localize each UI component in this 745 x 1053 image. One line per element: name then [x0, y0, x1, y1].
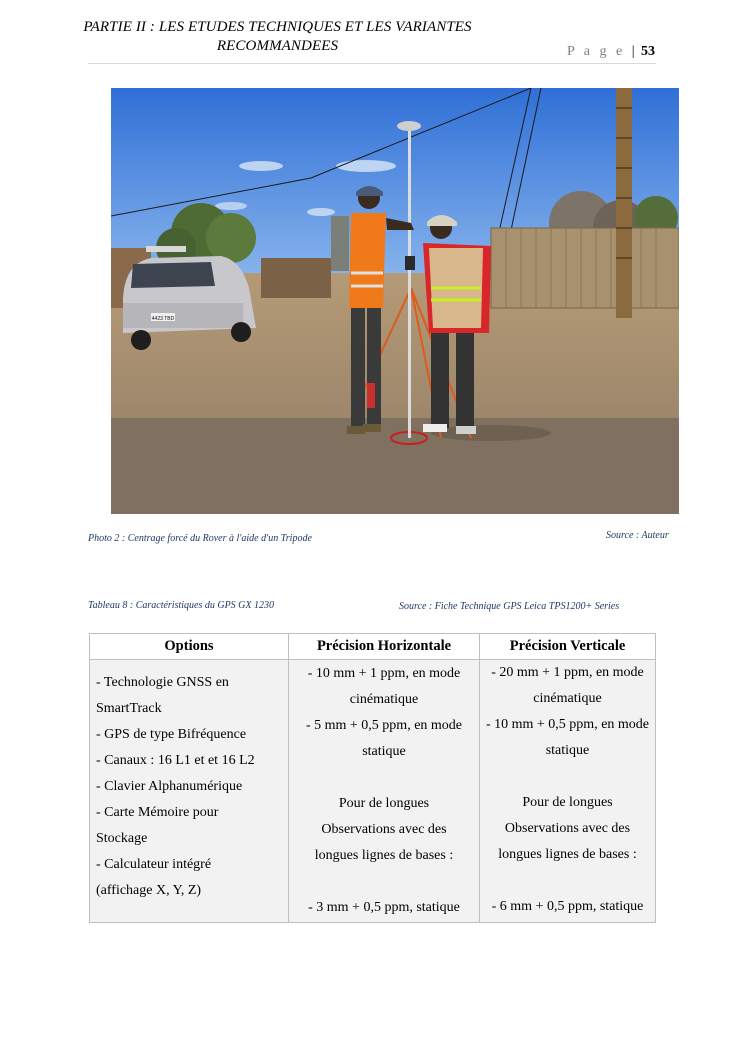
header-title-line2: RECOMMANDEES [216, 38, 339, 54]
vertical-precision-cell [480, 660, 656, 923]
page-separator: | [631, 44, 635, 59]
option-line: SmartTrack [96, 701, 162, 716]
precision-line: Pour de longues [338, 796, 430, 811]
precision-line: cinématique [349, 692, 419, 707]
precision-line: Observations avec des [504, 821, 631, 836]
precision-line: cinématique [533, 691, 602, 706]
header-options: Options [90, 634, 289, 660]
options-cell [90, 660, 289, 923]
option-line: - Canaux : 16 L1 et et 16 L2 [96, 753, 255, 768]
vehicle-plate: 4423 TBD [151, 316, 175, 322]
table-source: Source : Fiche Technique GPS Leica TPS1200+ Series [399, 601, 620, 612]
blank-line [290, 765, 478, 791]
option-line: - Clavier Alphanumérique [96, 779, 243, 794]
precision-line: - 10 mm + 0,5 ppm, en mode [485, 717, 650, 732]
table-row [90, 660, 656, 923]
photo-source: Source : Auteur [606, 530, 669, 541]
option-line: - GPS de type Bifréquence [96, 727, 247, 742]
option-line: Stockage [96, 831, 148, 846]
option-line: - Technologie GNSS en [96, 675, 229, 690]
precision-line: - 20 mm + 1 ppm, en mode [491, 665, 644, 680]
precision-line: - 6 mm + 0,5 ppm, statique [491, 899, 644, 914]
option-line: - Carte Mémoire pour [96, 805, 219, 820]
precision-line: longues lignes de bases : [314, 848, 454, 863]
header-rule [88, 63, 656, 64]
precision-line: - 10 mm + 1 ppm, en mode [307, 666, 461, 681]
gps-spec-table [89, 633, 656, 923]
page-label: P a g e [566, 44, 626, 59]
precision-line: Observations avec des [321, 822, 447, 837]
precision-line: statique [545, 743, 590, 758]
fence [491, 228, 679, 308]
page-number: 53 [641, 44, 655, 59]
wooden-pole [616, 88, 632, 318]
page-number-block [567, 44, 655, 60]
precision-line: - 5 mm + 0,5 ppm, en mode [305, 718, 463, 733]
precision-line: longues lignes de bases : [498, 847, 637, 862]
blank-line [482, 868, 653, 894]
table-caption: Tableau 8 : Caractéristiques du GPS GX 1230 [88, 600, 275, 611]
horizontal-precision-cell [289, 660, 480, 923]
table-header-row [90, 634, 656, 660]
photo-caption: Photo 2 : Centrage forcé du Rover à l'aide d'un Tripode [88, 533, 312, 544]
option-line: - Calculateur intégré [96, 857, 212, 872]
precision-line: Pour de longues [522, 795, 613, 810]
precision-line: - 3 mm + 0,5 ppm, statique [308, 900, 460, 915]
header-vertical-precision: Précision Verticale [480, 634, 656, 660]
header-title-line1: PARTIE II : LES ETUDES TECHNIQUES ET LES VARIANTES [83, 19, 472, 35]
blank-line [290, 869, 478, 895]
precision-line: statique [362, 744, 406, 759]
header-horizontal-precision: Précision Horizontale [289, 634, 480, 660]
survey-photo [111, 88, 679, 514]
blank-line [482, 764, 653, 790]
option-line: (affichage X, Y, Z) [96, 883, 202, 898]
header-title [40, 18, 515, 56]
